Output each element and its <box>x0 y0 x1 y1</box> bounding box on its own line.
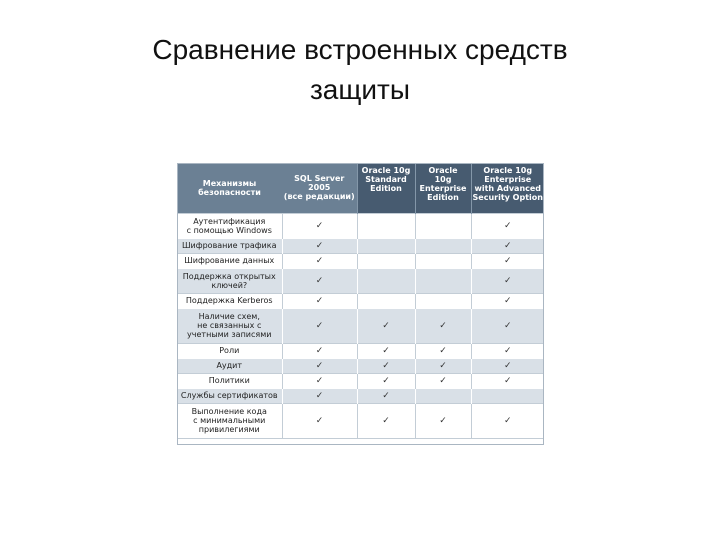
row-label <box>177 238 282 253</box>
feature-cell <box>282 343 357 358</box>
header-line: Oracle 10g <box>361 166 411 175</box>
feature-cell <box>357 253 415 268</box>
feature-cell <box>357 388 415 403</box>
header-line: with Advanced <box>474 184 542 193</box>
row-label-line: Выполнение кода <box>191 407 267 416</box>
feature-cell <box>282 238 357 253</box>
row-label-line: с помощью Windows <box>186 225 272 235</box>
feature-cell <box>471 343 544 358</box>
feature-cell <box>415 268 471 293</box>
checkmark-icon: ✓ <box>503 295 512 306</box>
checkmark-icon: ✓ <box>315 345 324 356</box>
feature-cell <box>471 308 544 343</box>
row-label-line: Наличие схем, <box>198 312 260 321</box>
table-row <box>177 388 544 403</box>
header-line: безопасности <box>198 187 261 197</box>
checkmark-icon: ✓ <box>315 390 324 401</box>
header-oracle-enterprise <box>415 163 471 213</box>
row-label-line: Аутентификация <box>193 216 266 226</box>
table-row <box>177 268 544 293</box>
checkmark-icon: ✓ <box>503 255 512 266</box>
table-row <box>177 343 544 358</box>
row-label <box>177 388 282 403</box>
table-body <box>177 213 544 438</box>
row-label <box>177 403 282 438</box>
checkmark-icon: ✓ <box>315 275 324 286</box>
header-oracle-advanced-security <box>471 163 544 213</box>
table-row <box>177 403 544 438</box>
feature-cell <box>471 293 544 308</box>
row-label <box>177 213 282 238</box>
feature-cell <box>471 358 544 373</box>
row-label-line: Шифрование трафика <box>182 241 277 250</box>
table-row <box>177 213 544 238</box>
row-label-line: Поддержка открытых <box>182 271 276 281</box>
table-row <box>177 358 544 373</box>
feature-cell <box>471 268 544 293</box>
slide-title-line-1: Сравнение встроенных средств <box>152 34 568 65</box>
feature-cell <box>471 403 544 438</box>
checkmark-icon: ✓ <box>382 390 390 401</box>
checkmark-icon: ✓ <box>315 375 324 386</box>
checkmark-icon: ✓ <box>382 345 390 356</box>
checkmark-icon: ✓ <box>503 345 512 356</box>
checkmark-icon: ✓ <box>503 220 512 231</box>
row-label-line: Службы сертификатов <box>180 391 278 400</box>
header-mechanisms <box>177 163 282 213</box>
header-line: SQL Server 2005 <box>294 174 345 193</box>
header-line: (все редакции) <box>283 192 355 202</box>
row-label <box>177 268 282 293</box>
checkmark-icon: ✓ <box>439 415 447 426</box>
header-line: Oracle 10g <box>483 166 533 175</box>
checkmark-icon: ✓ <box>439 375 447 386</box>
feature-cell <box>471 253 544 268</box>
checkmark-icon: ✓ <box>315 320 324 331</box>
checkmark-icon: ✓ <box>382 320 390 331</box>
table-row <box>177 238 544 253</box>
feature-cell <box>415 308 471 343</box>
header-line: Механизмы <box>202 178 257 188</box>
header-line: Standard <box>365 175 407 184</box>
checkmark-icon: ✓ <box>439 320 447 331</box>
checkmark-icon: ✓ <box>503 240 512 251</box>
feature-cell <box>357 358 415 373</box>
feature-cell <box>282 308 357 343</box>
comparison-table <box>177 163 544 439</box>
feature-cell <box>282 388 357 403</box>
row-label-line: Поддержка Kerberos <box>185 296 273 305</box>
header-line: Security Option <box>472 193 543 202</box>
feature-cell <box>357 293 415 308</box>
header-line: Oracle <box>428 166 458 175</box>
row-label-line: с минимальными <box>193 416 266 425</box>
checkmark-icon: ✓ <box>503 375 512 386</box>
checkmark-icon: ✓ <box>503 320 512 331</box>
feature-cell <box>282 268 357 293</box>
feature-cell <box>415 253 471 268</box>
feature-cell <box>471 213 544 238</box>
checkmark-icon: ✓ <box>315 415 324 426</box>
feature-cell <box>415 403 471 438</box>
checkmark-icon: ✓ <box>503 360 512 371</box>
feature-cell <box>357 403 415 438</box>
header-line: Edition <box>370 184 402 193</box>
feature-cell <box>415 388 471 403</box>
header-line: Enterprise <box>484 175 532 184</box>
checkmark-icon: ✓ <box>315 295 324 306</box>
table-header-row <box>177 163 544 213</box>
table-row <box>177 293 544 308</box>
feature-cell <box>471 373 544 388</box>
slide-title-line-2: защиты <box>309 74 411 105</box>
checkmark-icon: ✓ <box>382 360 390 371</box>
feature-cell <box>282 213 357 238</box>
checkmark-icon: ✓ <box>439 345 447 356</box>
row-label <box>177 373 282 388</box>
feature-cell <box>357 268 415 293</box>
row-label-line: Шифрование данных <box>184 256 275 265</box>
row-label <box>177 343 282 358</box>
row-label <box>177 293 282 308</box>
row-label-line: ключей? <box>211 280 248 290</box>
feature-cell <box>357 343 415 358</box>
feature-cell <box>282 358 357 373</box>
feature-cell <box>282 373 357 388</box>
feature-cell <box>415 343 471 358</box>
header-line: 10g <box>434 175 452 184</box>
checkmark-icon: ✓ <box>382 415 390 426</box>
table-row <box>177 373 544 388</box>
row-label <box>177 308 282 343</box>
table-row <box>177 308 544 343</box>
row-label-line: не связанных с <box>197 321 262 330</box>
feature-cell <box>357 213 415 238</box>
header-line: Edition <box>427 193 459 202</box>
checkmark-icon: ✓ <box>315 255 324 266</box>
checkmark-icon: ✓ <box>503 275 512 286</box>
header-oracle-standard <box>357 163 415 213</box>
header-sql-server-2005 <box>282 163 357 213</box>
checkmark-icon: ✓ <box>315 360 324 371</box>
checkmark-icon: ✓ <box>439 360 447 371</box>
feature-cell <box>415 373 471 388</box>
feature-cell <box>471 388 544 403</box>
header-line: Enterprise <box>419 184 467 193</box>
row-label-line: учетными записями <box>187 330 272 339</box>
feature-cell <box>415 238 471 253</box>
table-row <box>177 253 544 268</box>
checkmark-icon: ✓ <box>382 375 390 386</box>
checkmark-icon: ✓ <box>503 415 512 426</box>
row-label-line: Роли <box>219 346 240 355</box>
row-label <box>177 253 282 268</box>
row-label-line: Аудит <box>216 361 243 370</box>
feature-cell <box>282 293 357 308</box>
feature-cell <box>471 238 544 253</box>
row-label <box>177 358 282 373</box>
feature-cell <box>357 238 415 253</box>
feature-cell <box>415 358 471 373</box>
feature-cell <box>357 373 415 388</box>
checkmark-icon: ✓ <box>315 220 324 231</box>
feature-cell <box>282 253 357 268</box>
feature-cell <box>415 293 471 308</box>
row-label-line: Политики <box>208 376 250 385</box>
slide-title <box>0 30 720 110</box>
checkmark-icon: ✓ <box>315 240 324 251</box>
feature-cell <box>357 308 415 343</box>
row-label-line: привилегиями <box>198 425 260 434</box>
feature-cell <box>415 213 471 238</box>
feature-cell <box>282 403 357 438</box>
